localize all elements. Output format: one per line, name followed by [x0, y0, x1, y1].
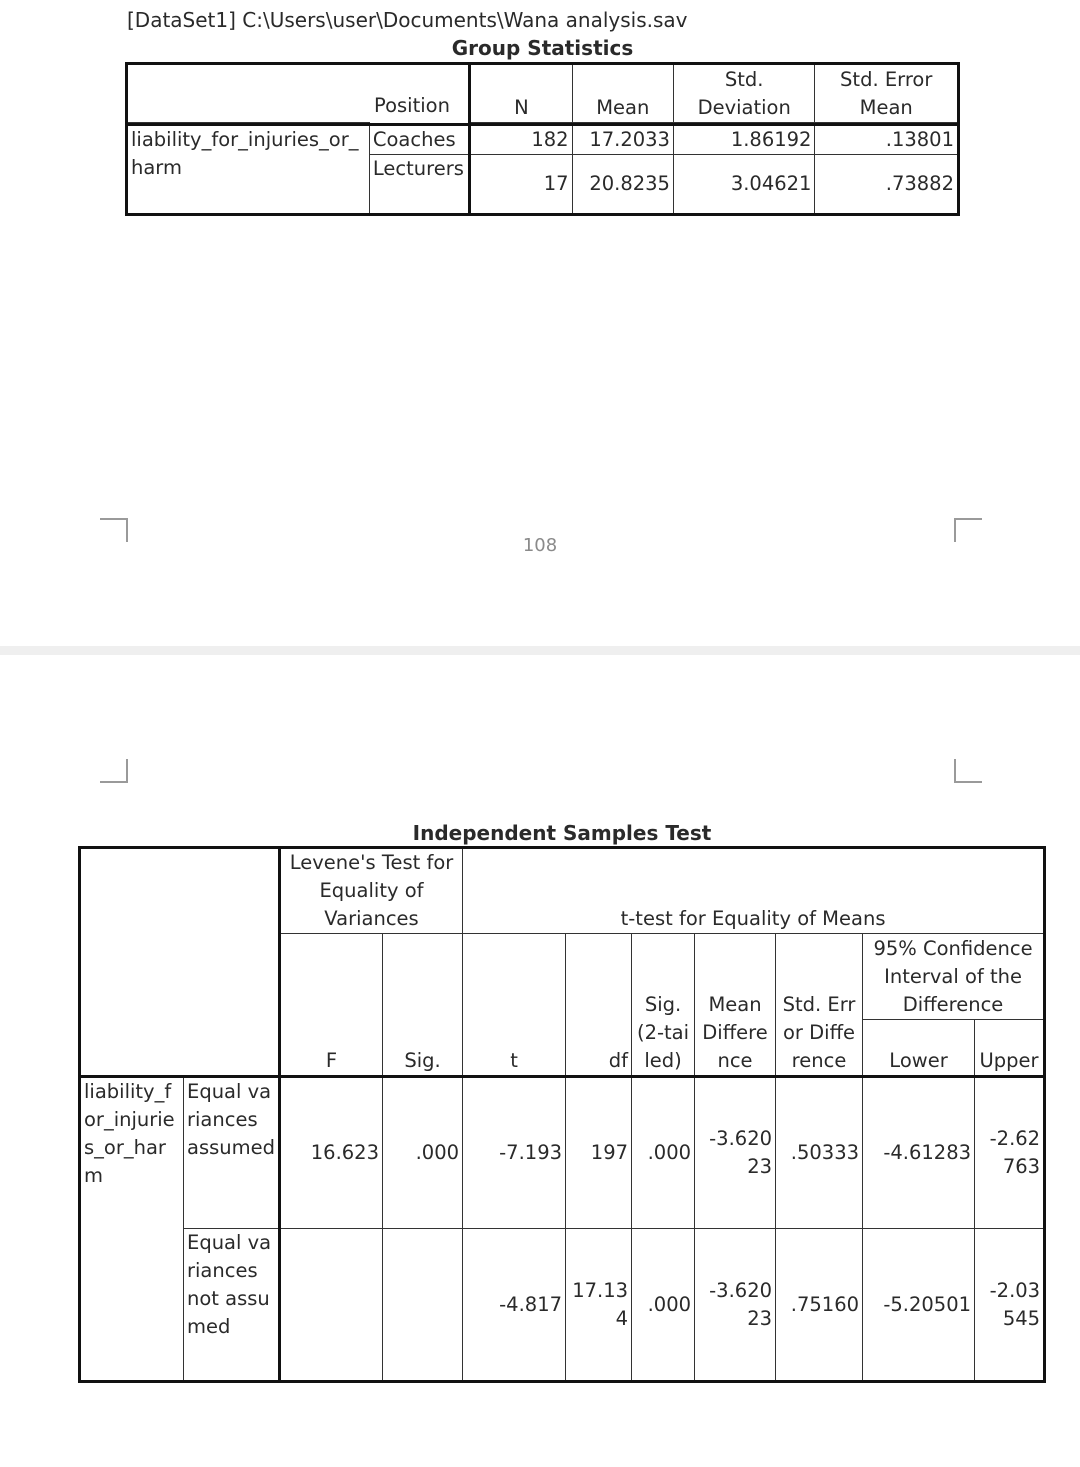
header-mean-difference: Mean Difference	[695, 934, 776, 1077]
cell-se-diff-not-assumed: .75160	[776, 1229, 863, 1382]
row-std-err-lecturers: .73882	[815, 154, 959, 214]
row-std-dev-lecturers: 3.04621	[673, 154, 815, 214]
dataset-path-line: [DataSet1] C:\Users\user\Documents\Wana analysis.sav	[127, 8, 688, 32]
cell-mean-diff-not-assumed: -3.62023	[695, 1229, 776, 1382]
group-statistics-title: Group Statistics	[451, 36, 634, 60]
header-std-error-mean: Std. Error Mean	[815, 64, 959, 123]
cell-lower-not-assumed: -5.20501	[863, 1229, 975, 1382]
row-position-lecturers: Lecturers	[369, 154, 469, 214]
header-sig: Sig.	[383, 934, 463, 1077]
header-std-deviation: Std. Deviation	[673, 64, 815, 123]
header-df: df	[566, 934, 632, 1077]
cell-df-not-assumed: 17.134	[566, 1229, 632, 1382]
ttest-header: t-test for Equality of Means	[463, 848, 1045, 934]
variable-label: liability_for_injuries_or_harm	[80, 1077, 184, 1382]
cell-sig2-assumed: .000	[632, 1077, 695, 1229]
row-mean-lecturers: 20.8235	[572, 154, 673, 214]
cell-mean-diff-assumed: -3.62023	[695, 1077, 776, 1229]
cell-upper-assumed: -2.62763	[975, 1077, 1045, 1229]
page-number: 108	[522, 535, 558, 556]
cell-upper-not-assumed: -2.03545	[975, 1229, 1045, 1382]
crop-mark-bottom-left	[100, 759, 128, 783]
group-statistics-table	[125, 62, 960, 216]
row-n-coaches: 182	[470, 124, 572, 154]
row-std-dev-coaches: 1.86192	[673, 124, 815, 154]
header-n: N	[470, 64, 572, 123]
page-divider	[0, 646, 1080, 655]
cell-sig-assumed: .000	[383, 1077, 463, 1229]
row-position-coaches: Coaches	[369, 124, 469, 154]
cell-df-assumed: 197	[566, 1077, 632, 1229]
variable-label: liability_for_injuries_or_harm	[127, 124, 370, 214]
row-std-err-coaches: .13801	[815, 124, 959, 154]
cell-lower-assumed: -4.61283	[863, 1077, 975, 1229]
row-label-equal-assumed: Equal variances assumed	[184, 1077, 280, 1229]
crop-mark-bottom-right	[954, 759, 982, 783]
cell-sig2-not-assumed: .000	[632, 1229, 695, 1382]
independent-samples-title: Independent Samples Test	[412, 821, 712, 845]
row-mean-coaches: 17.2033	[572, 124, 673, 154]
row-n-lecturers: 17	[470, 154, 572, 214]
ci-header: 95% Confidence Interval of the Difference	[863, 934, 1045, 1020]
header-corner-blank	[80, 848, 280, 1077]
header-upper: Upper	[975, 1020, 1045, 1077]
header-lower: Lower	[863, 1020, 975, 1077]
independent-samples-table	[78, 846, 1046, 1383]
cell-se-diff-assumed: .50333	[776, 1077, 863, 1229]
header-sig-2-tailed: Sig. (2-tailed)	[632, 934, 695, 1077]
cell-F-assumed: 16.623	[280, 1077, 383, 1229]
header-F: F	[280, 934, 383, 1077]
cell-F-not-assumed	[280, 1229, 383, 1382]
header-t: t	[463, 934, 566, 1077]
position-header-label: Position	[374, 94, 450, 117]
levene-header: Levene's Test for Equality of Variances	[280, 848, 463, 934]
cell-t-not-assumed: -4.817	[463, 1229, 566, 1382]
cell-t-assumed: -7.193	[463, 1077, 566, 1229]
cell-sig-not-assumed	[383, 1229, 463, 1382]
header-mean: Mean	[572, 64, 673, 123]
row-label-equal-not-assumed: Equal variances not assumed	[184, 1229, 280, 1382]
header-std-error-difference: Std. Error Difference	[776, 934, 863, 1077]
